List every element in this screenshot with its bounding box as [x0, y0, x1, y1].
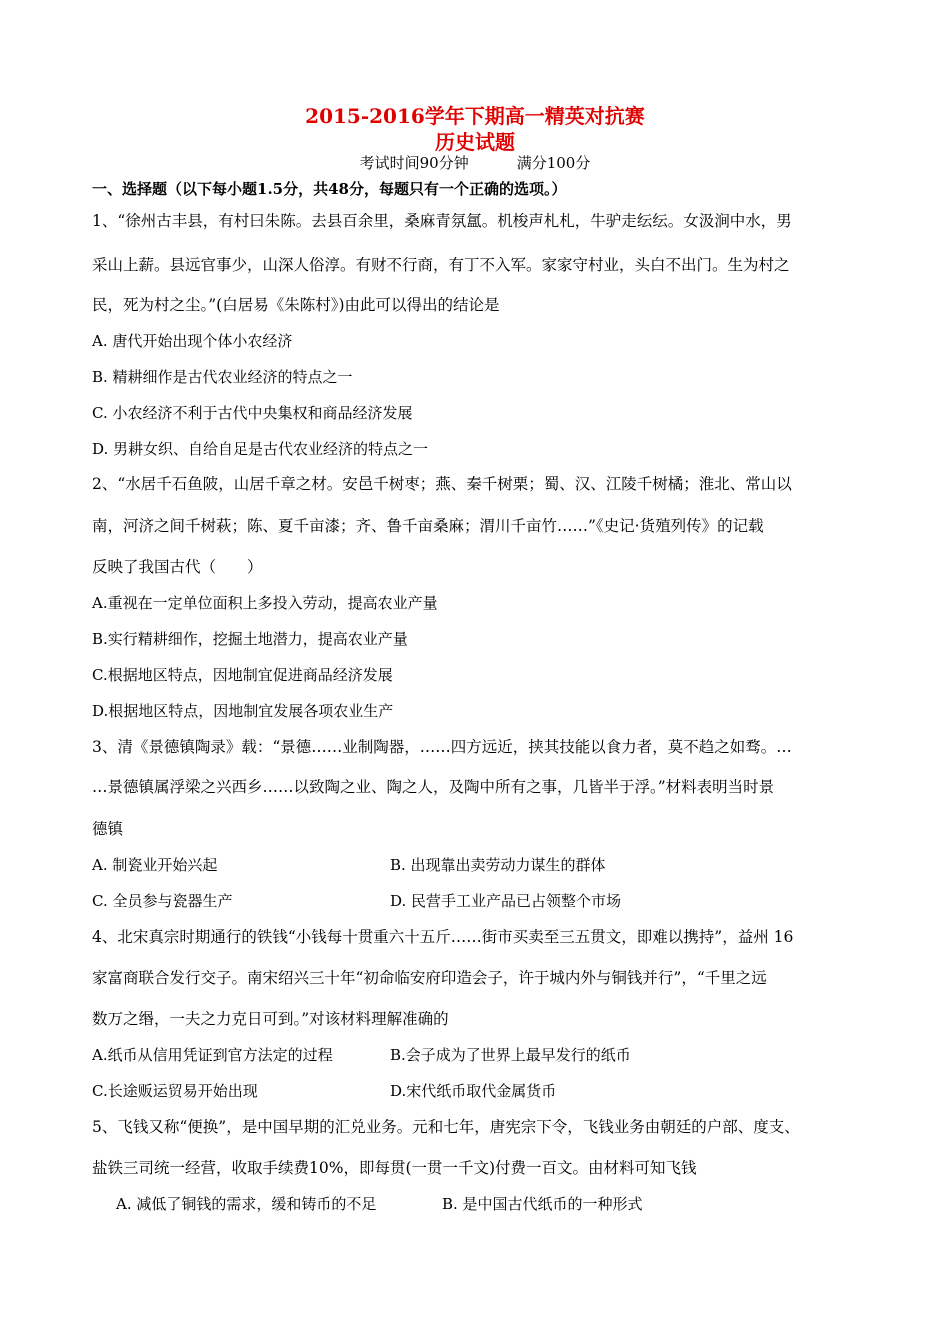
- q3-option-a: A. 制瓷业开始兴起: [92, 856, 218, 874]
- q3-stem-line-1: 3、清《景德镇陶录》载：“景德……业制陶器，……四方远近，挟其技能以食力者，莫不趋之如骛。…: [92, 738, 792, 756]
- q5-stem-line-1: 5、飞钱又称“便换”，是中国早期的汇兑业务。元和七年，唐宪宗下令，飞钱业务由朝廷的户部、度支、: [92, 1118, 800, 1136]
- q3-option-d: D. 民营手工业产品已占领整个市场: [390, 892, 622, 910]
- q2-option-a: A.重视在一定单位面积上多投入劳动，提高农业产量: [92, 594, 438, 612]
- q1-stem-line-1: 1、“徐州古丰县，有村曰朱陈。去县百余里，桑麻青氛氲。机梭声札札，牛驴走纭纭。女汲涧中水，男: [92, 212, 792, 230]
- q1-stem-line-3: 民，死为村之尘。”(白居易《朱陈村》)由此可以得出的结论是: [92, 296, 500, 314]
- q5-option-a: A. 减低了铜钱的需求，缓和铸币的不足: [116, 1195, 377, 1213]
- q4-stem-line-1: 4、北宋真宗时期通行的铁钱“小钱每十贯重六十五斤……街市买卖至三五贯文，即难以携持”，益州 16: [92, 928, 794, 946]
- q2-option-b: B.实行精耕细作，挖掘土地潜力，提高农业产量: [92, 630, 408, 648]
- q1-stem-line-2: 采山上薪。县远官事少，山深人俗淳。有财不行商，有丁不入军。家家守村业，头白不出门。生为村之: [92, 256, 790, 274]
- q2-stem-line-3: 反映了我国古代（ ）: [92, 558, 263, 576]
- exam-title: 2015-2016学年下期高一精英对抗赛: [305, 104, 645, 128]
- exam-time: 考试时间90分钟: [359, 154, 469, 172]
- q4-option-d: D.宋代纸币取代金属货币: [390, 1082, 557, 1100]
- exam-score: 满分100分: [516, 154, 591, 172]
- q3-option-c: C. 全员参与瓷器生产: [92, 892, 233, 910]
- q3-stem-line-3: 德镇: [92, 820, 124, 838]
- q4-stem-line-2: 家富商联合发行交子。南宋绍兴三十年“初命临安府印造会子，许于城内外与铜钱并行”，“千里之远: [92, 969, 767, 987]
- q4-option-a: A.纸币从信用凭证到官方法定的过程: [92, 1046, 333, 1064]
- q1-option-b: B. 精耕细作是古代农业经济的特点之一: [92, 368, 353, 386]
- q2-option-c: C.根据地区特点，因地制宜促进商品经济发展: [92, 666, 393, 684]
- q5-option-b: B. 是中国古代纸币的一种形式: [442, 1195, 643, 1213]
- q1-option-d: D. 男耕女织、自给自足是古代农业经济的特点之一: [92, 440, 429, 458]
- q4-stem-line-3: 数万之缗，一夫之力克日可到。”对该材料理解准确的: [92, 1010, 449, 1028]
- q2-option-d: D.根据地区特点，因地制宜发展各项农业生产: [92, 702, 394, 720]
- q4-option-b: B.会子成为了世界上最早发行的纸币: [390, 1046, 631, 1064]
- exam-meta: [0, 152, 950, 173]
- section-heading: 一、选择题（以下每小题1.5分，共48分，每题只有一个正确的选项。）: [92, 180, 567, 198]
- q2-stem-line-2: 南，河济之间千树萩；陈、夏千亩漆；齐、鲁千亩桑麻；渭川千亩竹……”《史记·货殖列传》的记载: [92, 517, 764, 535]
- exam-subtitle: 历史试题: [435, 130, 515, 154]
- q3-stem-line-2: …景德镇属浮梁之兴西乡……以致陶之业、陶之人，及陶中所有之事，几皆半于浮。”材料表明当时景: [92, 778, 775, 796]
- q2-stem-line-1: 2、“水居千石鱼陂，山居千章之材。安邑千树枣；燕、秦千树栗；蜀、汉、江陵千树橘；淮北、常山以: [92, 475, 792, 493]
- q5-stem-line-2: 盐铁三司统一经营，收取手续费10%，即每贯(一贯一千文)付费一百文。由材料可知飞钱: [92, 1159, 697, 1177]
- q1-option-a: A. 唐代开始出现个体小农经济: [92, 332, 293, 350]
- q3-option-b: B. 出现靠出卖劳动力谋生的群体: [390, 856, 606, 874]
- q1-option-c: C. 小农经济不利于古代中央集权和商品经济发展: [92, 404, 413, 422]
- q4-option-c: C.长途贩运贸易开始出现: [92, 1082, 258, 1100]
